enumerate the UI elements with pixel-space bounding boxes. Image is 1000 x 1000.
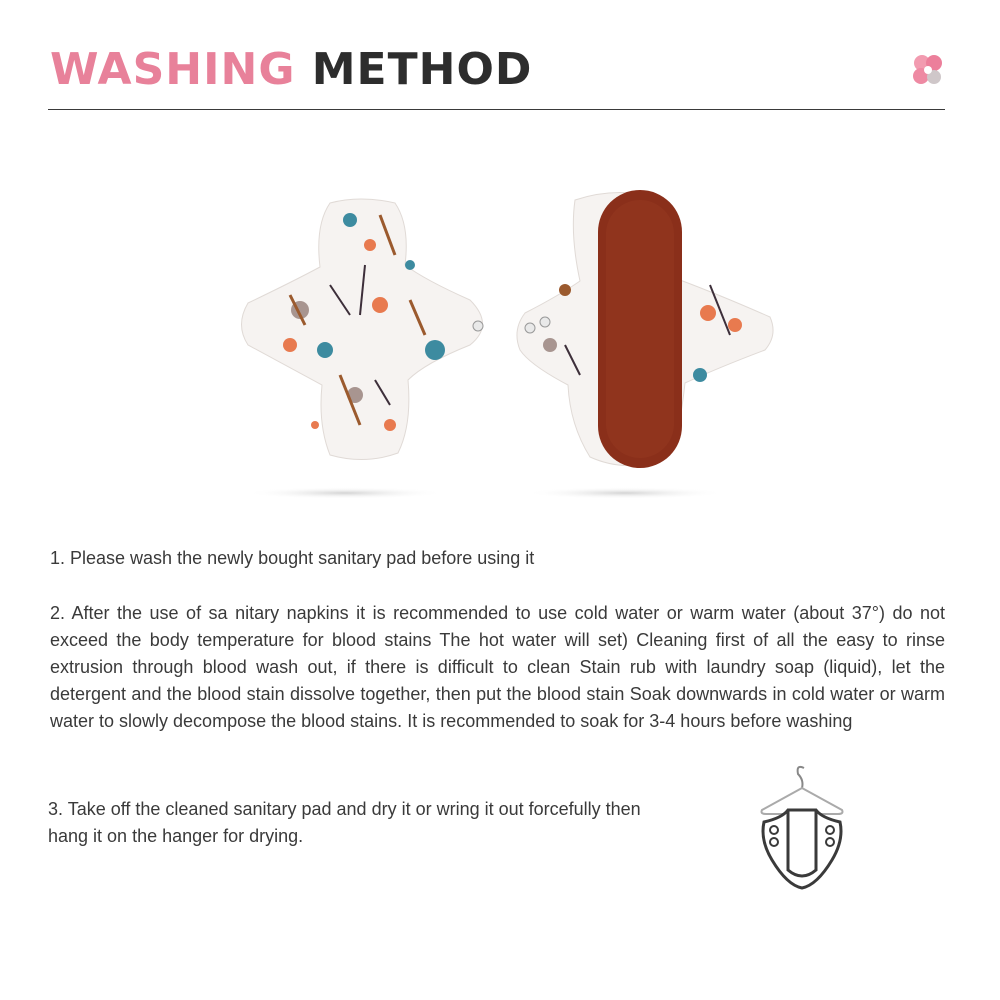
pink-flower-logo-icon: [908, 50, 948, 90]
product-photo: [230, 185, 790, 505]
step-1-text: 1. Please wash the newly bought sanitary pad before using it: [50, 548, 535, 568]
title-accent: WASHING: [50, 44, 296, 95]
page-title: [50, 44, 532, 95]
title-main: METHOD: [311, 44, 533, 95]
step-2-text: 2. After the use of sa nitary napkins it is recommended to use cold water or warm water (about 37°) do not exceed the body temperature for blood stains The hot water will set) Cleaning first of all the easy to rinse extrusion through blood wash out, if there is difficult to clean Stain rub with laundry soap (liquid), let the detergent and the blood stain dissolve together, then put the blood stain Soak downwards in cold water or warm water to slowly decompose the blood stains. It is recommended to soak for 3-4 hours before washing: [50, 603, 945, 731]
hanger-with-pad-icon: [752, 760, 852, 890]
step-3-text: 3. Take off the cleaned sanitary pad and dry it or wring it out forcefully then hang it on the hanger for drying.: [48, 799, 641, 846]
header-divider: [48, 109, 945, 110]
floral-pad-back-icon: [517, 190, 773, 468]
floral-pad-front-icon: [242, 199, 484, 460]
